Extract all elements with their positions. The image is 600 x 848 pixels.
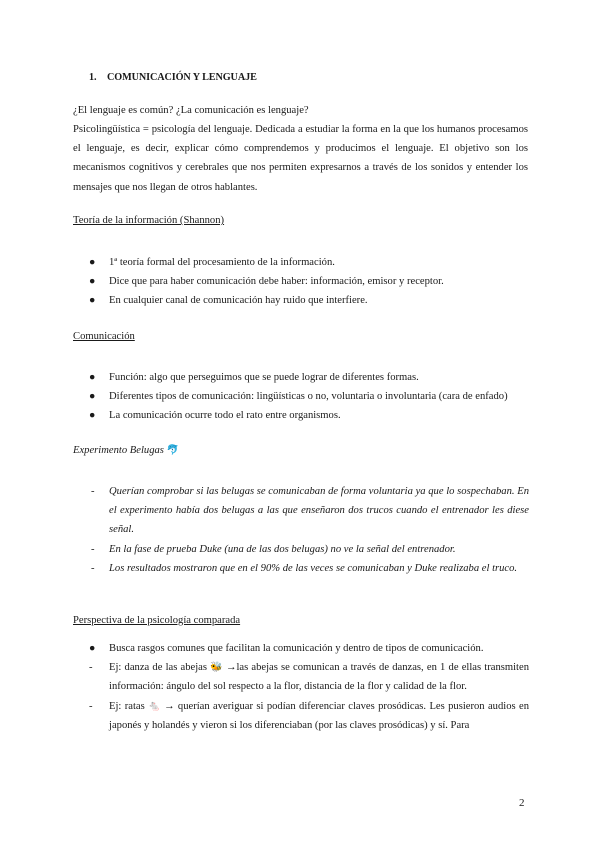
- list-item: - Los resultados mostraron que en el 90% de las veces se comunicaban y Duke realizaba el truco.: [91, 562, 518, 574]
- comparative-psychology-list: [89, 639, 529, 735]
- list-item: ● Dice que para haber comunicación debe haber: información, emisor y receptor.: [89, 276, 444, 288]
- list-item: - En la fase de prueba Duke (una de las dos belugas) no ve la señal del entrenador.: [91, 543, 456, 555]
- information-theory-list: [89, 253, 529, 311]
- section-title-comparative-psychology: Perspectiva de la psicología comparada: [73, 615, 241, 626]
- experiment-title: Experimento Belugas 🐬: [73, 445, 180, 456]
- communication-list: [89, 368, 529, 426]
- list-item: ● Busca rasgos comunes que facilitan la comunicación y dentro de tipos de comunicación.: [89, 643, 484, 654]
- heading-title: COMUNICACIÓN Y LENGUAJE: [107, 72, 257, 83]
- list-item: ● 1ª teoría formal del procesamiento de la información.: [89, 257, 335, 268]
- intro-paragraph: Psicolingüística = psicología del lenguaje. Dedicada a estudiar la forma en la que los humanos procesamos el lenguaje, es decir, explicar cómo comprendemos y producimos el lenguaje. El objetivo son los mecanismos cognitivos y cerebrales que nos permiten expresarnos a través de los sonidos y entender los mensajes que nos llegan de otros hablantes.: [73, 124, 528, 193]
- list-item: ● Función: algo que perseguimos que se puede lograr de diferentes formas.: [89, 372, 419, 383]
- section-title-communication: Comunicación: [73, 331, 135, 342]
- section-title-information-theory: Teoría de la información (Shannon): [73, 215, 225, 226]
- list-item: ● En cualquier canal de comunicación hay ruido que interfiere.: [89, 295, 368, 307]
- experiment-list: [89, 482, 529, 578]
- dolphin-icon: 🐬: [166, 445, 180, 456]
- heading-number: 1.: [89, 72, 97, 83]
- list-item: ● La comunicación ocurre todo el rato entre organismos.: [89, 410, 341, 422]
- page-number: 2: [519, 797, 525, 809]
- list-item: - Querían comprobar si las belugas se comunicaban de forma voluntaria ya que lo sospechaban. En el experimento había dos belugas a las que enseñaron dos trucos cuando el entrenador les diese señal.: [91, 486, 529, 536]
- rat-icon: 🐁: [148, 700, 161, 712]
- list-item: - Ej: danza de las abejas 🐝 →las abejas se comunican a través de danzas, en 1 de ellas transmiten información: ángulo del sol respecto a la flor, distancia de la flor y calidad de la flor.: [89, 658, 529, 696]
- list-item: ● Diferentes tipos de comunicación: lingüísticas o no, voluntaria o involuntaria (cara de enfado): [89, 391, 508, 403]
- bee-icon: 🐝: [210, 662, 223, 674]
- intro-question: ¿El lenguaje es común? ¿La comunicación es lenguaje?: [73, 105, 309, 116]
- section-heading: [89, 72, 257, 83]
- list-item: - Ej: ratas 🐁 → querían averiguar si podían diferenciar claves prosódicas. Les pusieron audios en japonés y holandés y vieron si los diferenciaban (por las claves prosódicas) y sí. Para: [89, 697, 529, 735]
